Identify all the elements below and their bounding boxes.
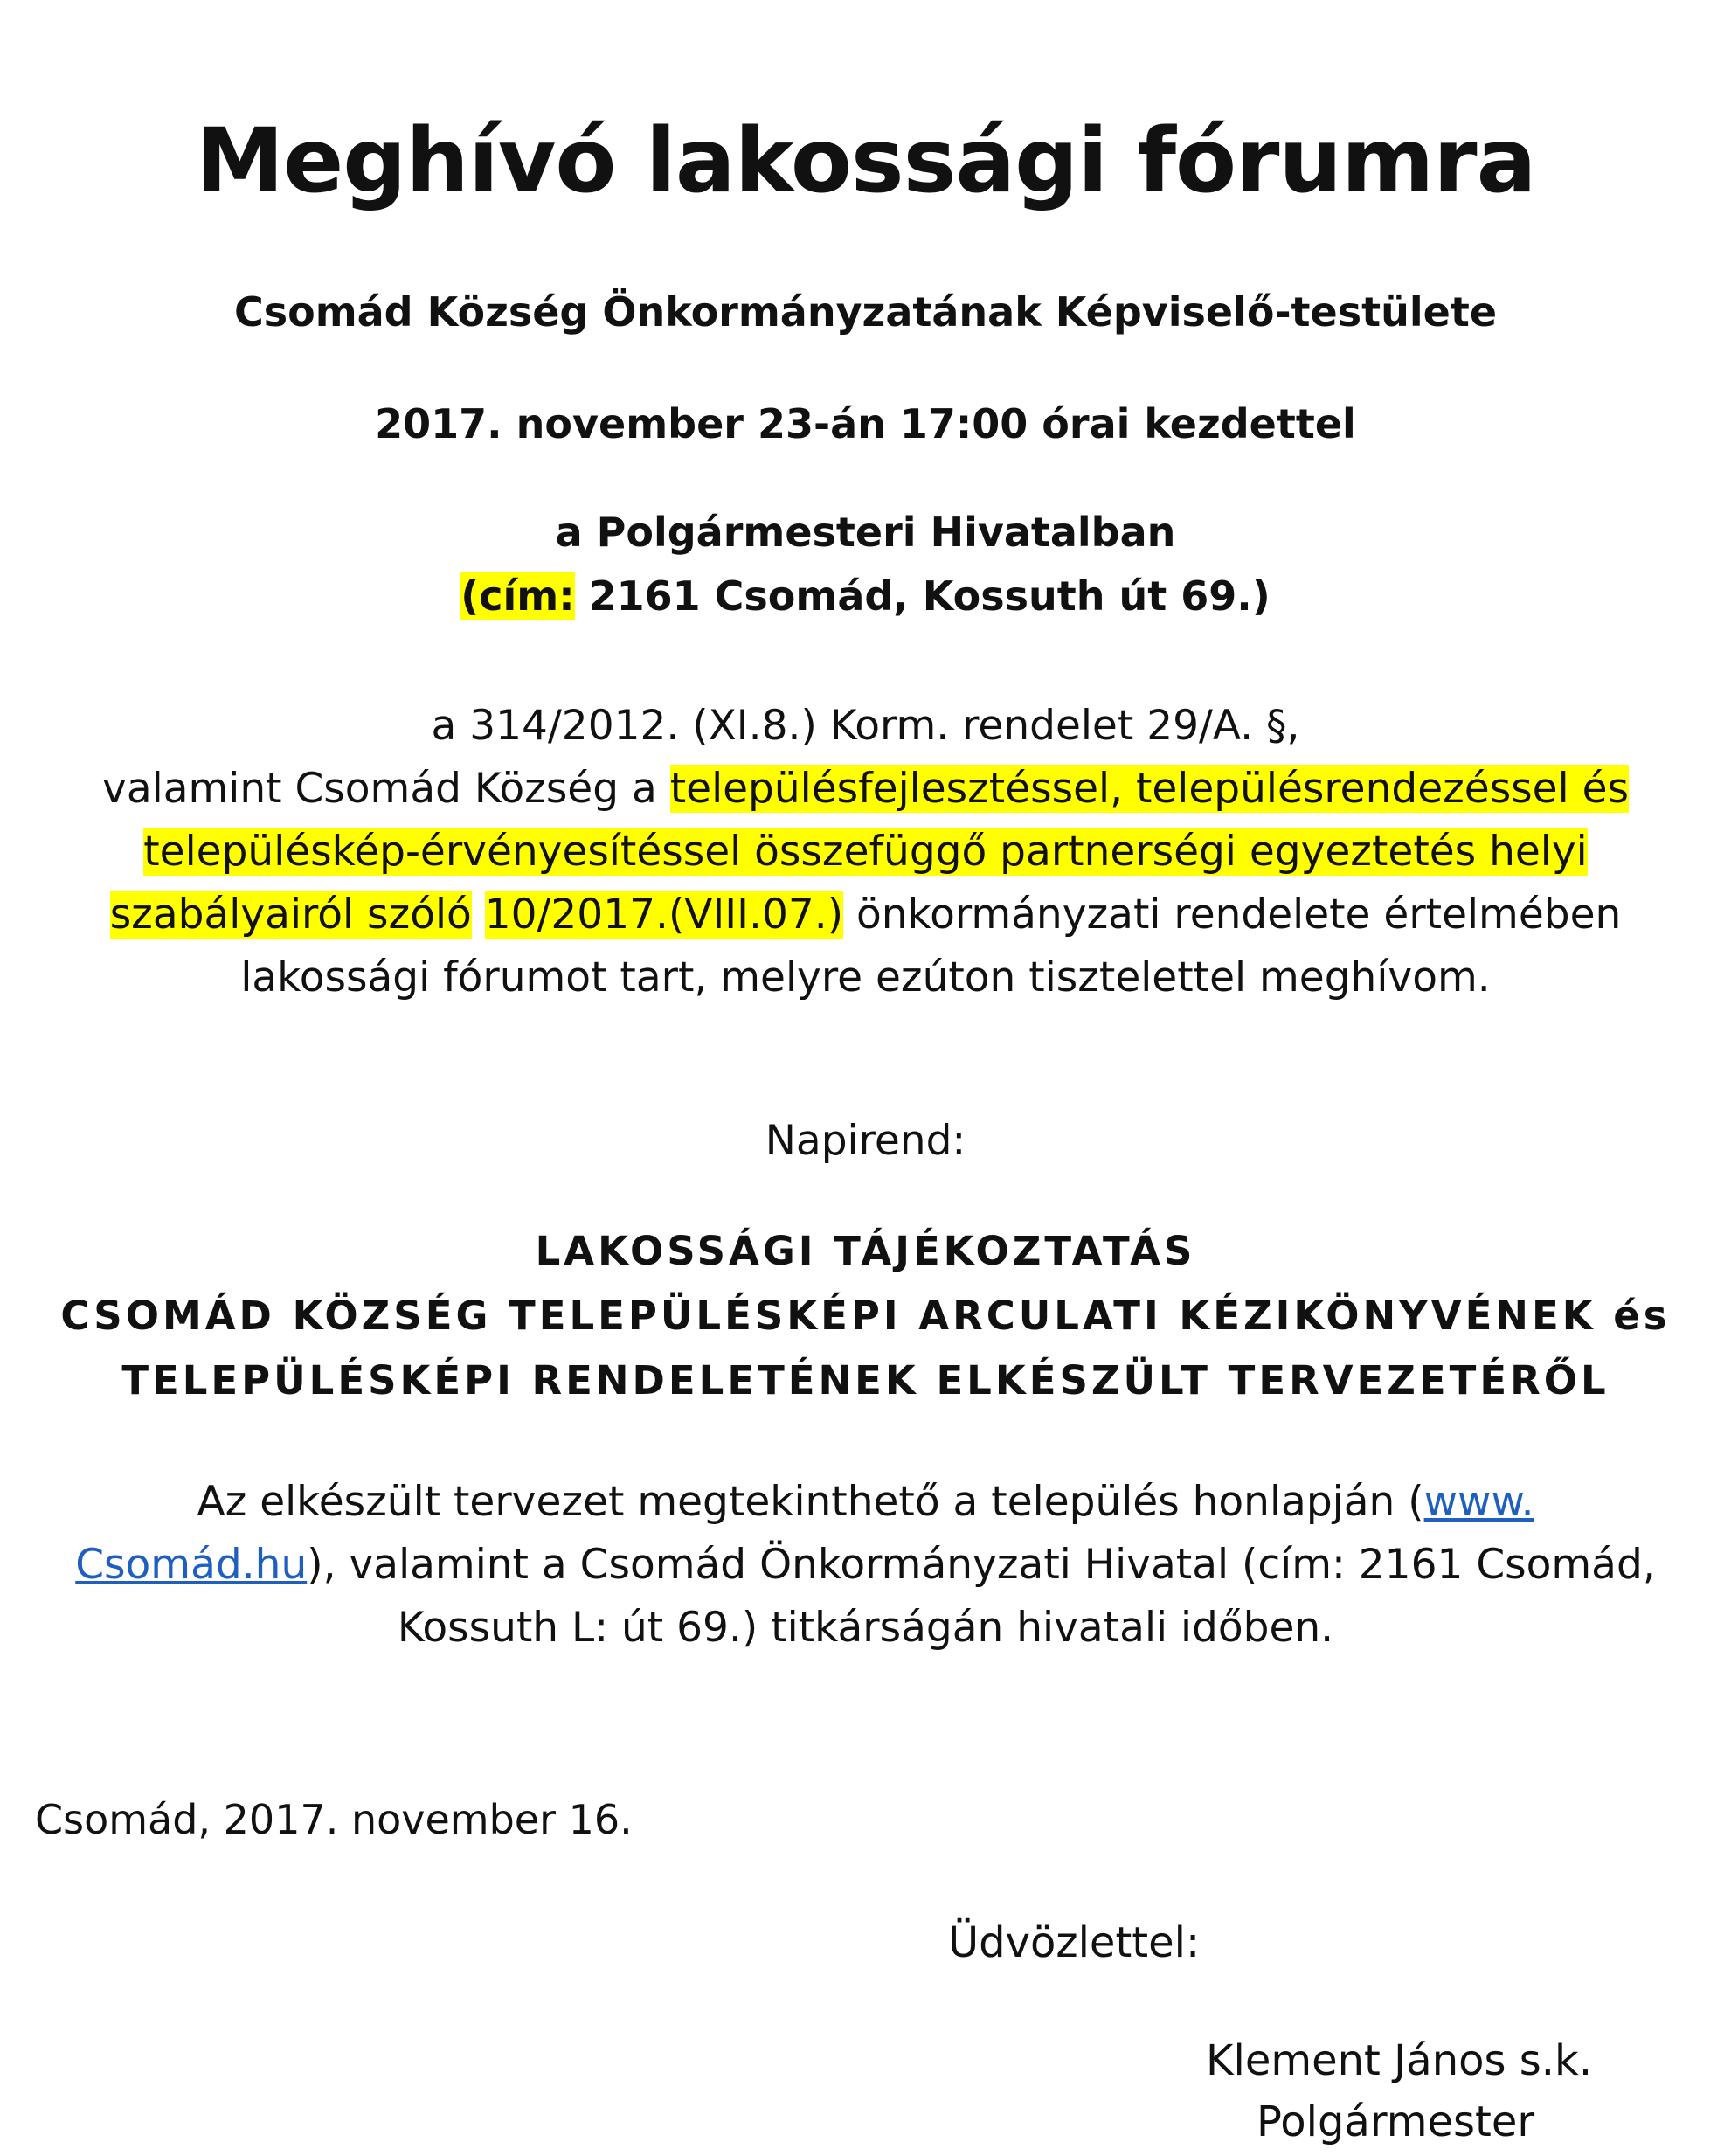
organizer: Csomád Község Önkormányzatának Képviselő-testülete — [233, 288, 1498, 336]
signature-role: Polgármester — [1257, 2097, 1535, 2146]
info-paragraph — [0, 1471, 1731, 1660]
venue-address-line — [0, 572, 1731, 620]
legal-line-3 — [0, 821, 1731, 884]
legal-line-2: valamint Csomád Község a településfejlesztéssel, településrendezéssel és — [102, 765, 1629, 813]
highlighted-decree-number: 10/2017.(VIII.07.) — [484, 891, 844, 939]
greeting: Üdvözlettel: — [948, 1918, 1201, 1967]
info-line-1: Az elkészült tervezet megtekinthető a település honlapján (www. — [197, 1478, 1534, 1526]
website-link[interactable]: www. — [1423, 1478, 1534, 1526]
venue-place: a Polgármesteri Hivatalban — [555, 509, 1176, 556]
signature-name: Klement János s.k. — [1206, 2036, 1593, 2085]
date-place: Csomád, 2017. november 16. — [35, 1796, 633, 1843]
agenda-items — [0, 1219, 1731, 1413]
agenda-line-1: LAKOSSÁGI TÁJÉKOZTATÁS — [535, 1228, 1196, 1274]
website-link[interactable]: Csomád.hu — [75, 1541, 308, 1589]
agenda-line-2: CSOMÁD KÖZSÉG TELEPÜLÉSKÉPI ARCULATI KÉZIKÖNYVÉNEK és — [60, 1293, 1671, 1339]
highlighted-text: településfejlesztéssel, településrendezéssel és — [669, 765, 1629, 813]
event-datetime: 2017. november 23-án 17:00 órai kezdettel — [375, 400, 1356, 447]
page-title: Meghívó lakossági fórumra — [195, 109, 1536, 213]
venue-address-label: (cím: — [460, 572, 575, 620]
venue-address: 2161 Csomád, Kossuth út 69.) — [588, 572, 1271, 620]
legal-paragraph — [0, 695, 1731, 1009]
info-line-2: Csomád.hu), valamint a Csomád Önkormányzati Hivatal (cím: 2161 Csomád, — [75, 1541, 1656, 1589]
info-line-3: Kossuth L: út 69.) titkárságán hivatali időben. — [397, 1604, 1334, 1652]
highlighted-text: településkép-érvényesítéssel összefüggő partnerségi egyeztetés helyi — [143, 828, 1588, 876]
legal-line-1: a 314/2012. (XI.8.) Korm. rendelet 29/A. §, — [431, 702, 1300, 750]
highlighted-text: szabályairól szóló — [109, 891, 472, 939]
agenda-line-3: TELEPÜLÉSKÉPI RENDELETÉNEK ELKÉSZÜLT TERVEZETÉRŐL — [121, 1357, 1610, 1404]
legal-line-4: szabályairól szóló 10/2017.(VIII.07.) önkormányzati rendelete értelmében — [109, 891, 1622, 939]
agenda-label: Napirend: — [765, 1117, 966, 1165]
legal-line-5: lakossági fórumot tart, melyre ezúton tisztelettel meghívom. — [240, 953, 1491, 1002]
